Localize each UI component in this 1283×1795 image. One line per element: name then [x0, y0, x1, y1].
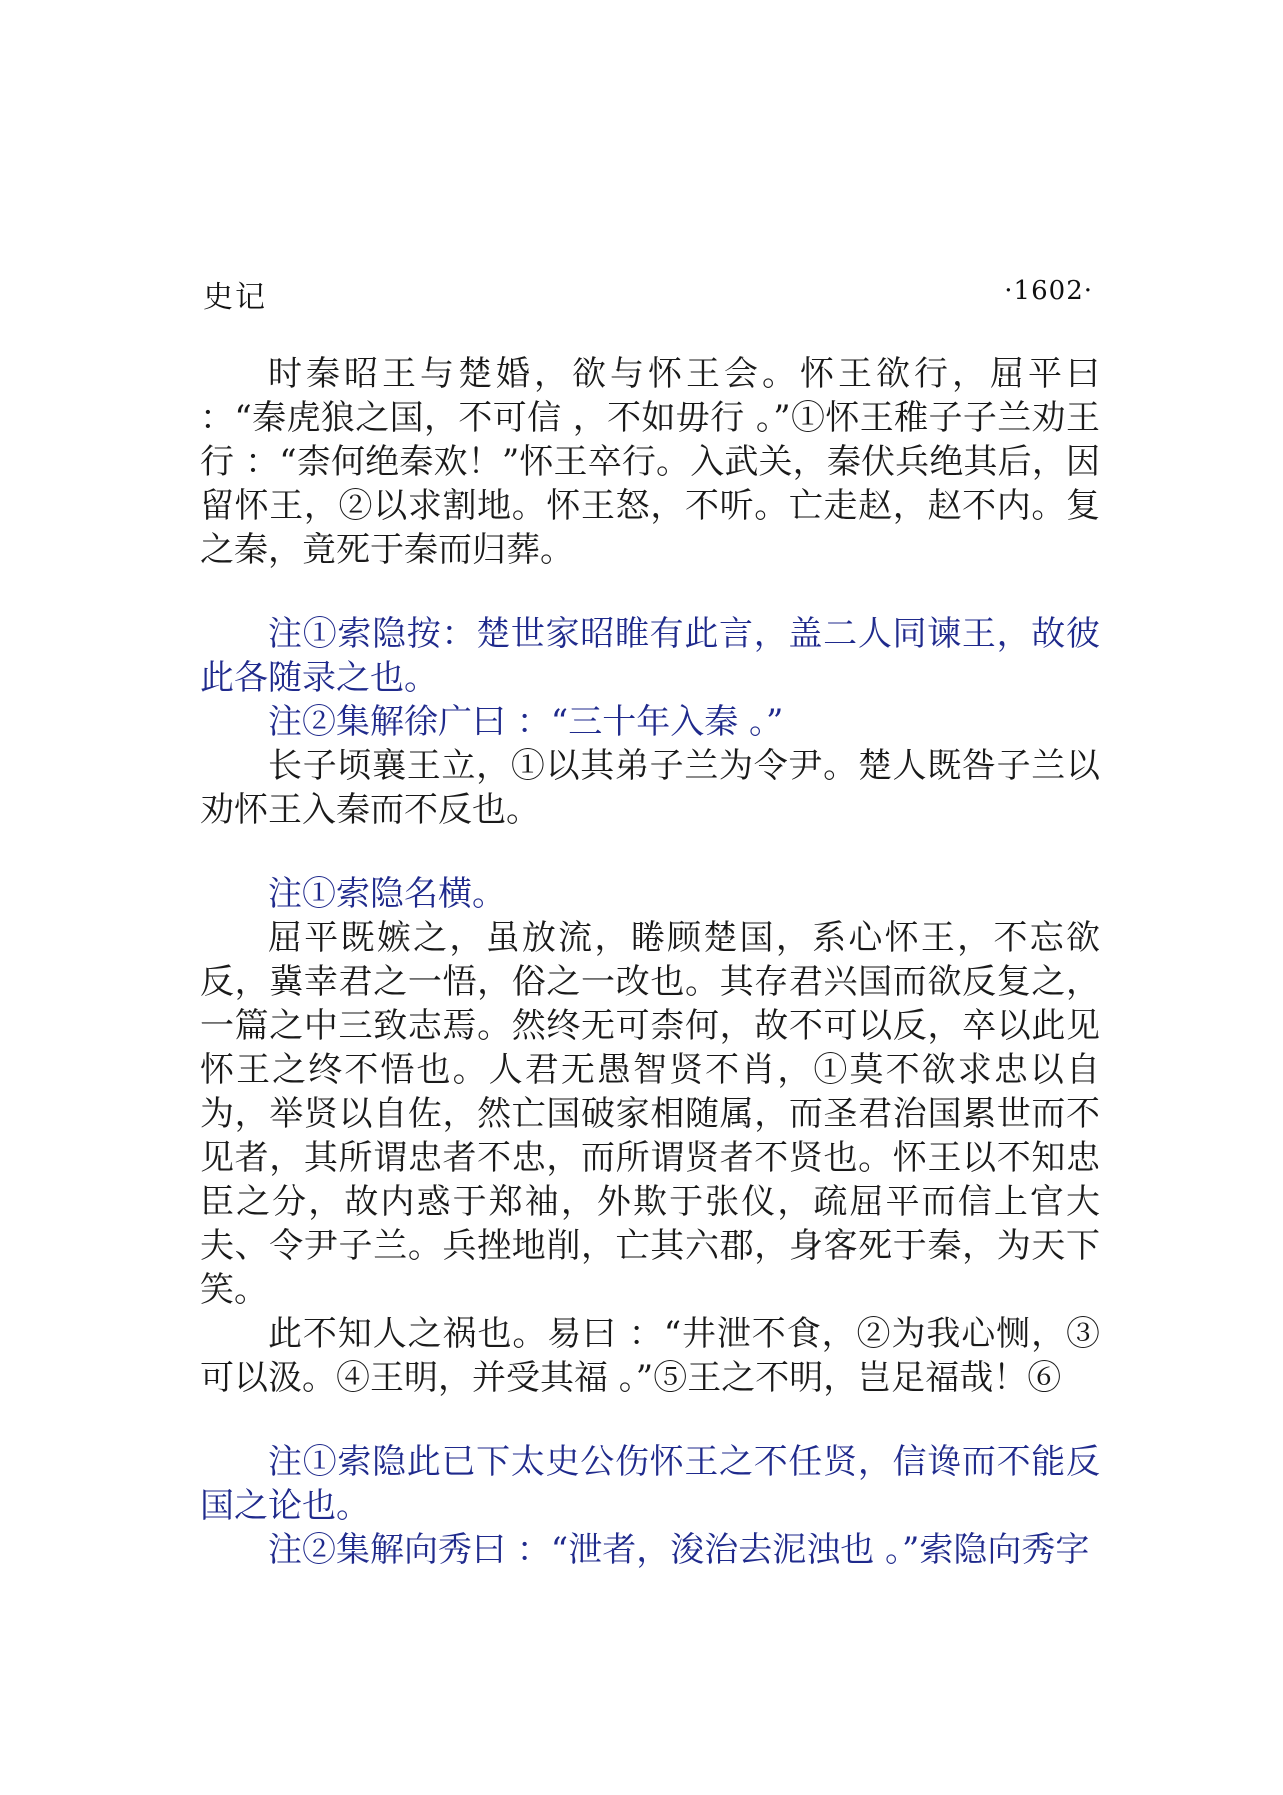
page-body — [200, 352, 1100, 1572]
page-header — [203, 272, 1093, 315]
note-3-2: 注②集解向秀曰 ：“泄者，浚治去泥浊也 。”索隐向秀字 — [268, 1530, 1090, 1570]
body-paragraph-3: 屈平既嫉之，虽放流，睠顾楚国，系心怀王，不忘欲反，冀幸君之一悟，俗之一改也。其存君兴国而欲反复之，一篇之中三致志焉。然终无可柰何，故不可以反，卒以此见怀王之终不悟也。人君无愚智贤不肖，①莫不欲求忠以自为，举贤以自佐，然亡国破家相随属，而圣君治国累世而不见者，其所谓忠者不忠，而所谓贤者不贤也。怀王以不知忠臣之分，故内惑于郑袖，外欺于张仪，疏屈平而信上官大夫、令尹子兰。兵挫地削，亡其六郡，身客死于秦，为天下笑。 — [200, 918, 1100, 1310]
body-paragraph-1: 时秦昭王与楚婚，欲与怀王会。怀王欲行，屈平曰 ：“秦虎狼之国，不可信 ，不如毋行 。”①怀王稚子子兰劝王行 ：“柰何绝秦欢！”怀王卒行。入武关，秦伏兵绝其后，因留怀王，②以求割地。怀王怒，不听。亡走赵，赵不内。复之秦，竟死于秦而归葬。 — [200, 354, 1100, 570]
note-2-1: 注①索隐名横。 — [268, 874, 506, 914]
note-3-1: 注①索隐此已下太史公伤怀王之不任贤，信谗而不能反国之论也。 — [200, 1442, 1100, 1526]
note-1-2: 注②集解徐广曰 ：“三十年入秦 。” — [268, 702, 784, 742]
page-number: ·1602· — [1004, 276, 1093, 306]
body-paragraph-2: 长子顷襄王立，①以其弟子兰为令尹。楚人既咎子兰以劝怀王入秦而不反也。 — [200, 746, 1100, 830]
note-1-1: 注①索隐按：楚世家昭睢有此言，盖二人同谏王，故彼此各随录之也。 — [200, 614, 1100, 698]
book-title: 史记 — [203, 280, 267, 315]
body-paragraph-4: 此不知人之祸也。易曰 ：“井泄不食，②为我心恻，③可以汲。④王明，并受其福 。”⑤王之不明，岂足福哉！⑥ — [200, 1314, 1100, 1398]
